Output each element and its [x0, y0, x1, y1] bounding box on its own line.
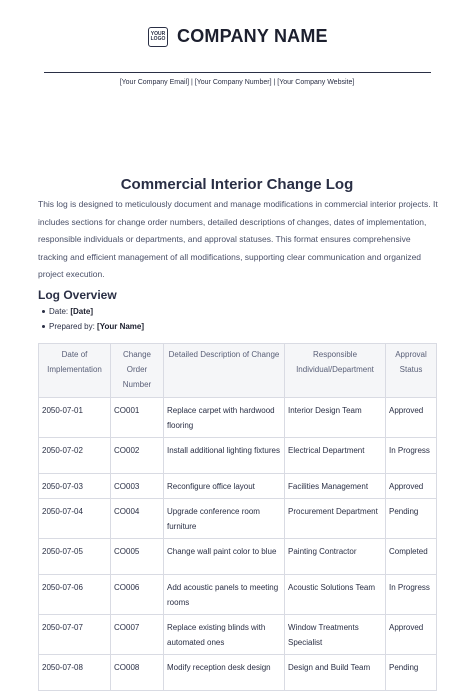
cell-description: Modify reception desk design [164, 655, 285, 691]
cell-responsible: Facilities Management [285, 474, 386, 499]
cell-date: 2050-07-02 [39, 438, 111, 474]
company-name: COMPANY NAME [177, 26, 328, 46]
cell-change-order: CO003 [111, 474, 164, 499]
bullet-icon [42, 310, 45, 313]
logo-text: YOUR LOGO [150, 30, 166, 42]
cell-status: Approved [386, 615, 437, 655]
table-row [39, 398, 437, 438]
date-label: Date: [49, 307, 69, 316]
cell-status: Pending [386, 499, 437, 539]
cell-date: 2050-07-04 [39, 499, 111, 539]
cell-responsible: Electrical Department [285, 438, 386, 474]
table-row [39, 655, 437, 691]
cell-date: 2050-07-06 [39, 575, 111, 615]
cell-status: In Progress [386, 438, 437, 474]
logo [148, 27, 168, 47]
cell-description: Install additional lighting fixtures [164, 438, 285, 474]
cell-status: Pending [386, 655, 437, 691]
cell-responsible: Acoustic Solutions Team [285, 575, 386, 615]
document-title: Commercial Interior Change Log [120, 176, 354, 193]
table-row [39, 575, 437, 615]
cell-status: Approved [386, 398, 437, 438]
intro-paragraph: This log is designed to meticulously document and manage modifications in commercial interior projects. It includes sections for change order numbers, detailed descriptions of changes, dates of implementation, responsible individuals or departments, and approval statuses. This format ensures comprehensive tracking and efficient management of all modifications, supporting clear communication and organized project execution. [38, 199, 438, 279]
cell-description: Replace carpet with hardwood flooring [164, 398, 285, 438]
cell-change-order: CO007 [111, 615, 164, 655]
cell-status: In Progress [386, 575, 437, 615]
cell-responsible: Design and Build Team [285, 655, 386, 691]
cell-date: 2050-07-03 [39, 474, 111, 499]
header-description: Detailed Description of Change [164, 344, 285, 398]
cell-change-order: CO005 [111, 539, 164, 575]
date-line [42, 307, 93, 316]
cell-status: Completed [386, 539, 437, 575]
table-row [39, 499, 437, 539]
cell-description: Replace existing blinds with automated ones [164, 615, 285, 655]
header-change-order: Change Order Number [111, 344, 164, 398]
cell-date: 2050-07-01 [39, 398, 111, 438]
header-date: Date of Implementation [39, 344, 111, 398]
cell-description: Upgrade conference room furniture [164, 499, 285, 539]
cell-responsible: Procurement Department [285, 499, 386, 539]
table-row [39, 438, 437, 474]
cell-date: 2050-07-07 [39, 615, 111, 655]
cell-change-order: CO002 [111, 438, 164, 474]
cell-responsible: Painting Contractor [285, 539, 386, 575]
cell-date: 2050-07-05 [39, 539, 111, 575]
table-row [39, 539, 437, 575]
prepared-label: Prepared by: [49, 322, 95, 331]
cell-description: Change wall paint color to blue [164, 539, 285, 575]
cell-description: Reconfigure office layout [164, 474, 285, 499]
prepared-value: [Your Name] [97, 322, 145, 331]
cell-change-order: CO006 [111, 575, 164, 615]
header-status: Approval Status [386, 344, 437, 398]
change-log-table [38, 343, 437, 691]
date-value: [Date] [70, 307, 94, 316]
table-header-row [39, 344, 437, 398]
cell-status: Approved [386, 474, 437, 499]
bullet-icon [42, 325, 45, 328]
cell-date: 2050-07-08 [39, 655, 111, 691]
header-responsible: Responsible Individual/Department [285, 344, 386, 398]
brand [148, 26, 328, 47]
cell-responsible: Window Treatments Specialist [285, 615, 386, 655]
cell-change-order: CO008 [111, 655, 164, 691]
header-divider [44, 72, 431, 73]
section-title: Log Overview [38, 288, 117, 302]
table-row [39, 615, 437, 655]
cell-description: Add acoustic panels to meeting rooms [164, 575, 285, 615]
cell-responsible: Interior Design Team [285, 398, 386, 438]
contact-line: [Your Company Email] | [Your Company Number] | [Your Company Website] [119, 79, 355, 86]
cell-change-order: CO004 [111, 499, 164, 539]
prepared-line [42, 322, 144, 331]
table-row [39, 474, 437, 499]
cell-change-order: CO001 [111, 398, 164, 438]
